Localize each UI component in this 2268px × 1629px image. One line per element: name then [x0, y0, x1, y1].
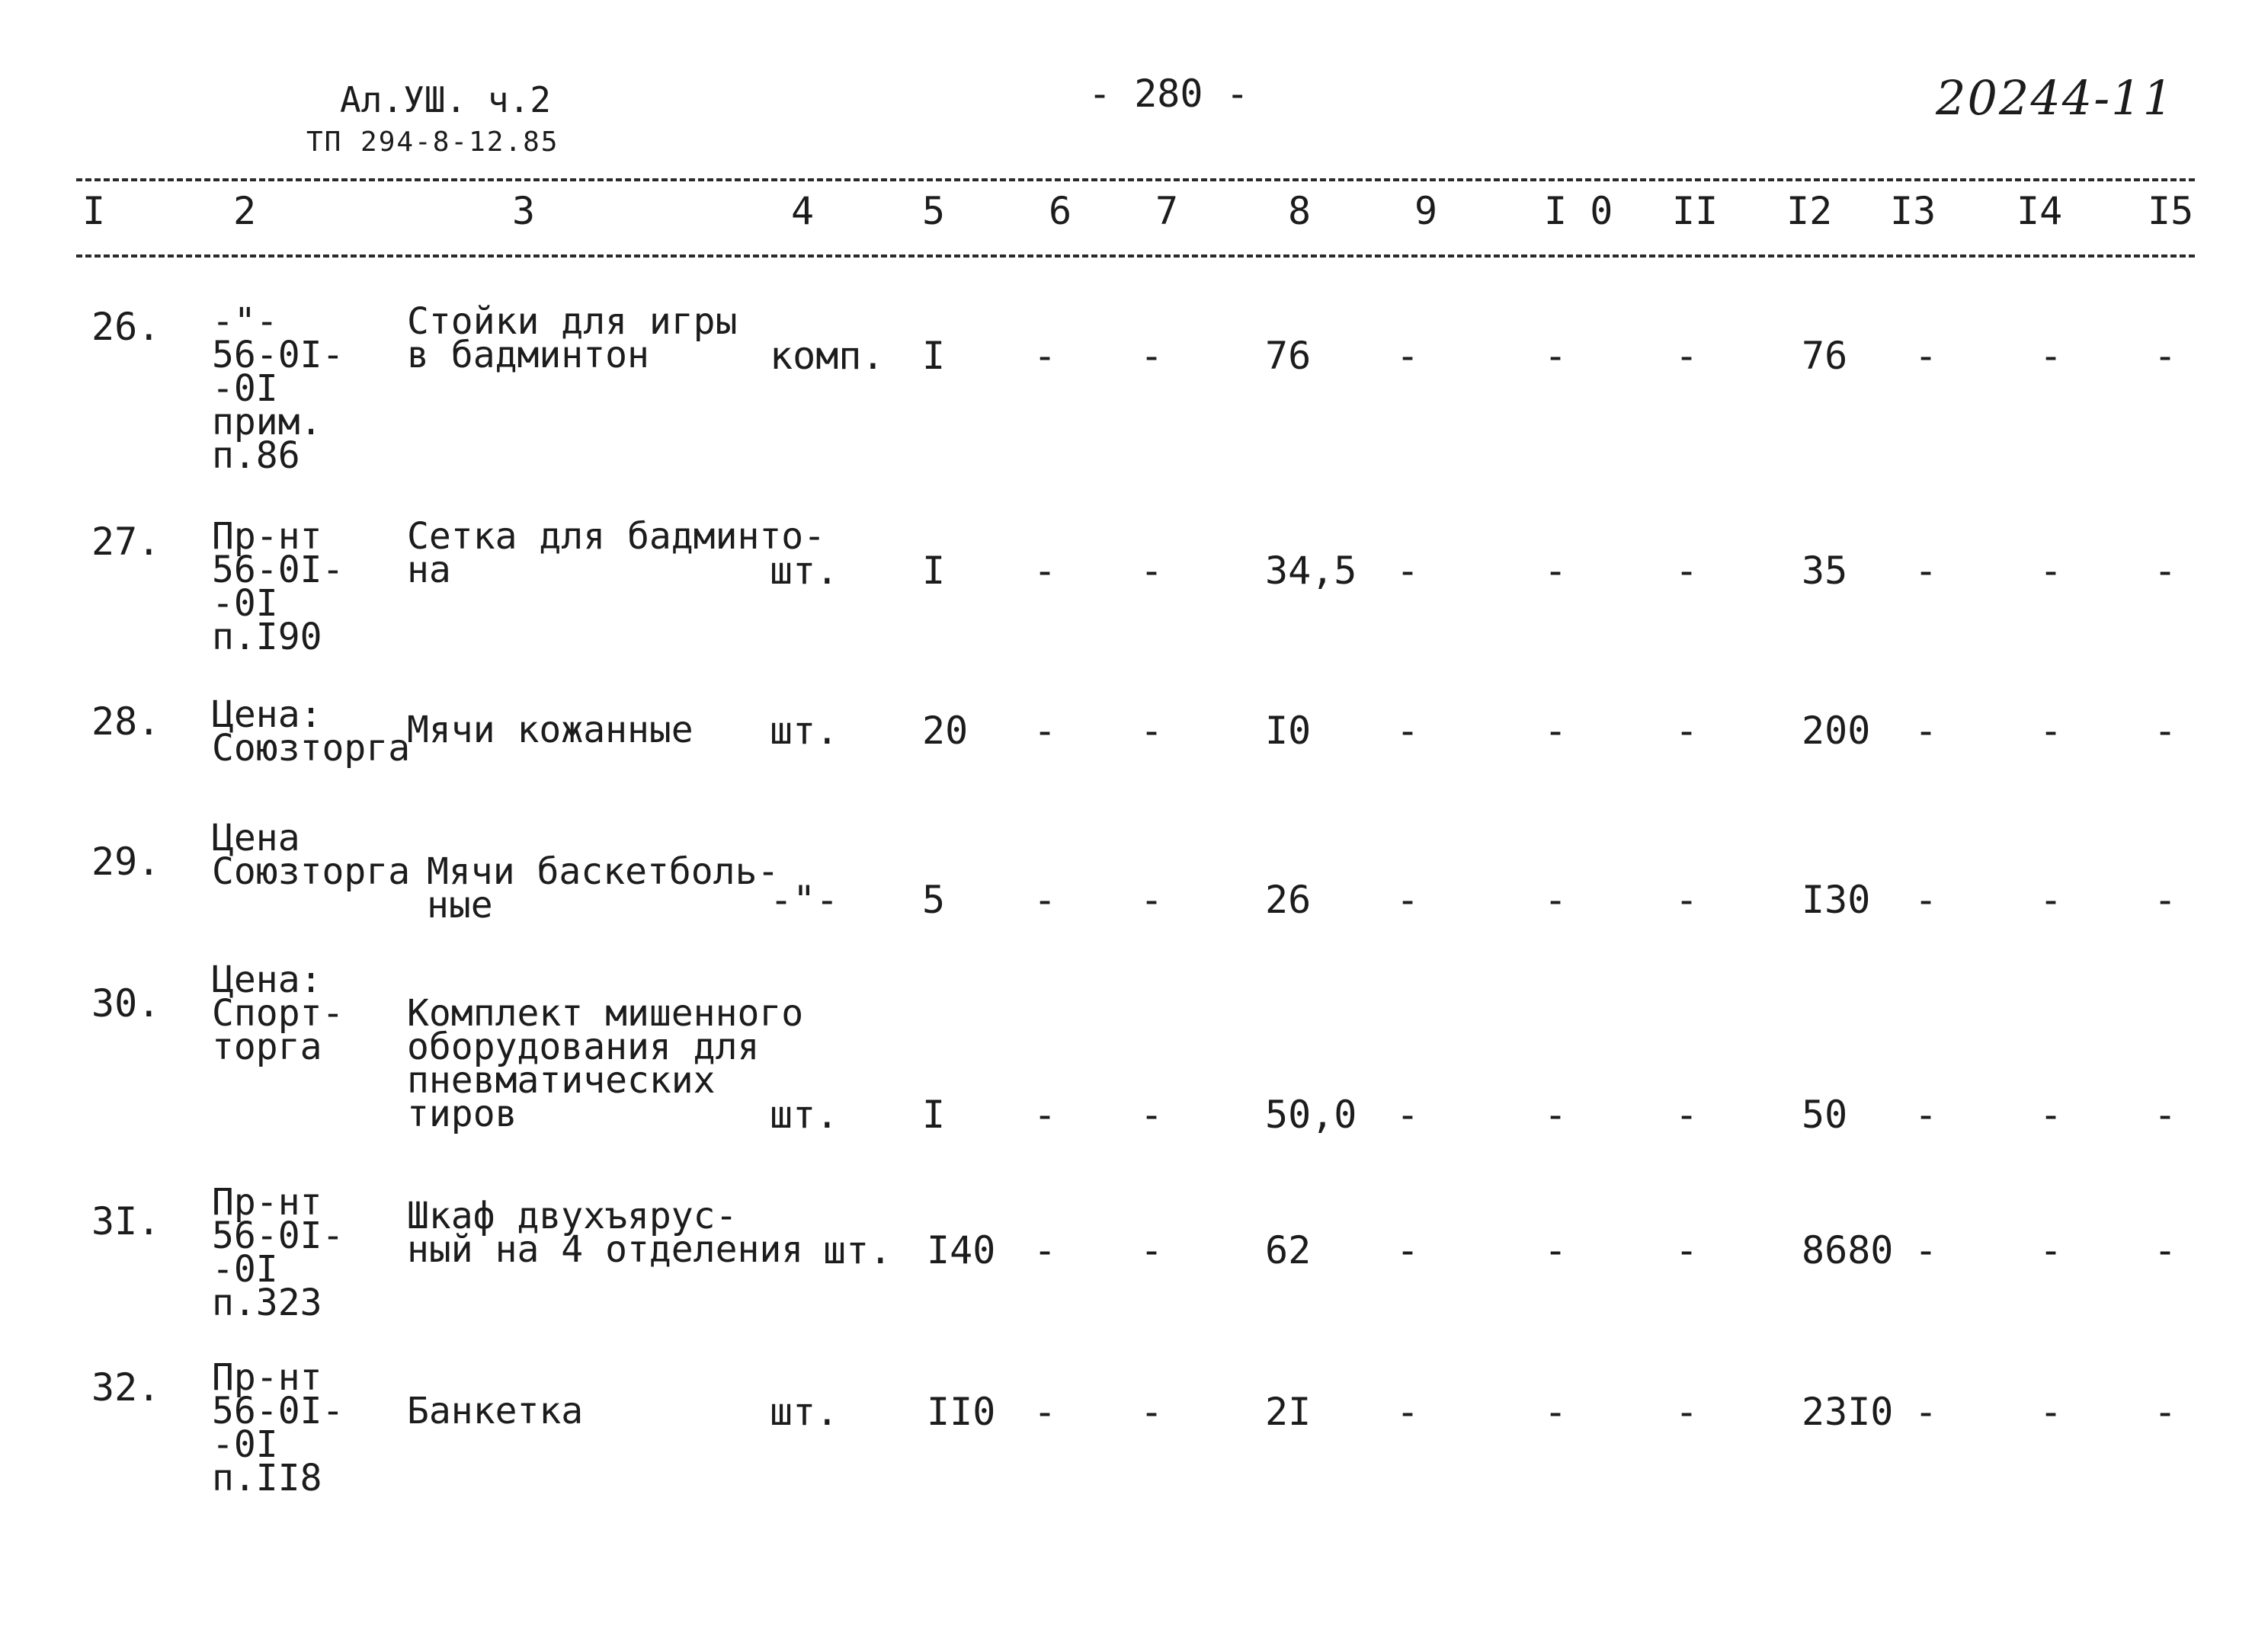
col-13-value: - [1914, 709, 1938, 753]
col-13-value: - [1914, 334, 1938, 378]
col-7-value: - [1140, 1093, 1164, 1137]
col-11-value: - [1675, 334, 1699, 378]
price-source: Пр-нт 56-0I- -0I п.I90 [212, 515, 344, 658]
col-header-9: 9 [1414, 189, 1438, 233]
col-header-5: 5 [922, 189, 946, 233]
col-10-value: - [1544, 1390, 1568, 1434]
unit: шт. [770, 1390, 839, 1434]
row-number: 30. [91, 981, 161, 1026]
col-7-value: - [1140, 709, 1164, 753]
item-name: Банкетка [407, 1390, 584, 1432]
table-row [0, 1356, 2268, 1539]
total-cost: 50 [1802, 1093, 1848, 1137]
col-header-10: I 0 [1544, 189, 1613, 233]
unit-price: 34,5 [1265, 549, 1357, 593]
col-15-value: - [2154, 334, 2177, 378]
unit: шт. [770, 549, 839, 593]
col-9-value: - [1396, 1390, 1420, 1434]
col-15-value: - [2154, 709, 2177, 753]
total-cost: 76 [1802, 334, 1848, 378]
unit: шт. [770, 709, 839, 753]
col-header-2: 2 [233, 189, 257, 233]
total-cost: 200 [1802, 709, 1871, 753]
col-14-value: - [2039, 1228, 2063, 1272]
col-6-value: - [1033, 878, 1057, 922]
document-code: 20244-11 [1936, 70, 2175, 126]
table-header-rule [76, 254, 2195, 258]
col-9-value: - [1396, 709, 1420, 753]
col-14-value: - [2039, 709, 2063, 753]
col-9-value: - [1396, 1093, 1420, 1137]
item-name: Комплект мишенного оборудования для пневматических тиров [407, 992, 804, 1135]
price-source: Цена Союзторга [212, 817, 411, 893]
col-10-value: - [1544, 334, 1568, 378]
quantity: II0 [927, 1390, 996, 1434]
quantity: I [922, 549, 946, 593]
quantity: I40 [927, 1228, 996, 1272]
col-15-value: - [2154, 549, 2177, 593]
unit-price: 2I [1265, 1390, 1312, 1434]
col-6-value: - [1033, 334, 1057, 378]
col-11-value: - [1675, 709, 1699, 753]
col-10-value: - [1544, 709, 1568, 753]
unit-price: I0 [1265, 709, 1312, 753]
col-14-value: - [2039, 878, 2063, 922]
col-6-value: - [1033, 1390, 1057, 1434]
col-14-value: - [2039, 549, 2063, 593]
unit: шт. [770, 1093, 839, 1137]
total-cost: 35 [1802, 549, 1848, 593]
unit-price: 76 [1265, 334, 1312, 378]
col-13-value: - [1914, 1093, 1938, 1137]
table-row [0, 515, 2268, 698]
item-name: Мячи баскетболь- ные [427, 850, 780, 927]
col-header-13: I3 [1890, 189, 1936, 233]
item-name: Шкаф двухъярус- ный на 4 отделения [407, 1195, 804, 1271]
price-source: Пр-нт 56-0I- -0I п.II8 [212, 1356, 344, 1499]
quantity: 5 [922, 878, 946, 922]
table-top-rule [76, 178, 2195, 181]
total-cost: 23I0 [1802, 1390, 1894, 1434]
row-number: 3I. [91, 1199, 161, 1243]
col-header-3: 3 [512, 189, 536, 233]
unit-price: 26 [1265, 878, 1312, 922]
col-header-14: I4 [2017, 189, 2063, 233]
col-header-6: 6 [1049, 189, 1072, 233]
row-number: 32. [91, 1365, 161, 1410]
col-13-value: - [1914, 1228, 1938, 1272]
quantity: I [922, 334, 946, 378]
total-cost: I30 [1802, 878, 1871, 922]
price-source: Цена: Спорт- торга [212, 959, 344, 1068]
col-header-7: 7 [1155, 189, 1179, 233]
col-13-value: - [1914, 549, 1938, 593]
col-9-value: - [1396, 1228, 1420, 1272]
col-14-value: - [2039, 334, 2063, 378]
col-10-value: - [1544, 878, 1568, 922]
row-number: 28. [91, 699, 161, 744]
col-header-8: 8 [1288, 189, 1312, 233]
col-15-value: - [2154, 878, 2177, 922]
row-number: 29. [91, 840, 161, 884]
quantity: I [922, 1093, 946, 1137]
col-11-value: - [1675, 1228, 1699, 1272]
unit: -"- [770, 878, 839, 922]
col-11-value: - [1675, 1093, 1699, 1137]
unit: комп. [770, 334, 885, 378]
col-10-value: - [1544, 549, 1568, 593]
col-6-value: - [1033, 709, 1057, 753]
col-9-value: - [1396, 878, 1420, 922]
project-number: ТП 294-8-12.85 [306, 126, 559, 158]
col-9-value: - [1396, 334, 1420, 378]
col-6-value: - [1033, 1093, 1057, 1137]
col-14-value: - [2039, 1390, 2063, 1434]
row-number: 27. [91, 520, 161, 564]
col-header-15: I5 [2148, 189, 2194, 233]
col-15-value: - [2154, 1228, 2177, 1272]
col-10-value: - [1544, 1228, 1568, 1272]
table-row [0, 300, 2268, 483]
col-7-value: - [1140, 334, 1164, 378]
col-13-value: - [1914, 1390, 1938, 1434]
col-header-12: I2 [1786, 189, 1833, 233]
album-reference: Ал.УШ. ч.2 [340, 79, 551, 120]
table-row [0, 959, 2268, 1176]
unit: шт. [823, 1228, 892, 1272]
col-11-value: - [1675, 878, 1699, 922]
col-11-value: - [1675, 549, 1699, 593]
page-number: - 280 - [1088, 72, 1249, 116]
col-15-value: - [2154, 1093, 2177, 1137]
item-name: Сетка для бадминто- на [407, 515, 826, 591]
col-6-value: - [1033, 549, 1057, 593]
col-9-value: - [1396, 549, 1420, 593]
col-14-value: - [2039, 1093, 2063, 1137]
col-7-value: - [1140, 1390, 1164, 1434]
price-source: Цена: Союзторга [212, 693, 411, 770]
col-header-1: I [82, 189, 106, 233]
table-row [0, 1181, 2268, 1364]
col-7-value: - [1140, 1228, 1164, 1272]
price-source: -"- 56-0I- -0I прим. п.86 [212, 300, 344, 477]
col-header-4: 4 [791, 189, 815, 233]
col-10-value: - [1544, 1093, 1568, 1137]
total-cost: 8680 [1802, 1228, 1894, 1272]
col-7-value: - [1140, 878, 1164, 922]
unit-price: 50,0 [1265, 1093, 1357, 1137]
col-13-value: - [1914, 878, 1938, 922]
col-header-11: II [1672, 189, 1719, 233]
col-15-value: - [2154, 1390, 2177, 1434]
item-name: Мячи кожанные [407, 709, 694, 751]
col-7-value: - [1140, 549, 1164, 593]
row-number: 26. [91, 305, 161, 349]
col-6-value: - [1033, 1228, 1057, 1272]
col-11-value: - [1675, 1390, 1699, 1434]
item-name: Стойки для игры в бадминтон [407, 300, 738, 376]
quantity: 20 [922, 709, 969, 753]
price-source: Пр-нт 56-0I- -0I п.323 [212, 1181, 344, 1324]
unit-price: 62 [1265, 1228, 1312, 1272]
